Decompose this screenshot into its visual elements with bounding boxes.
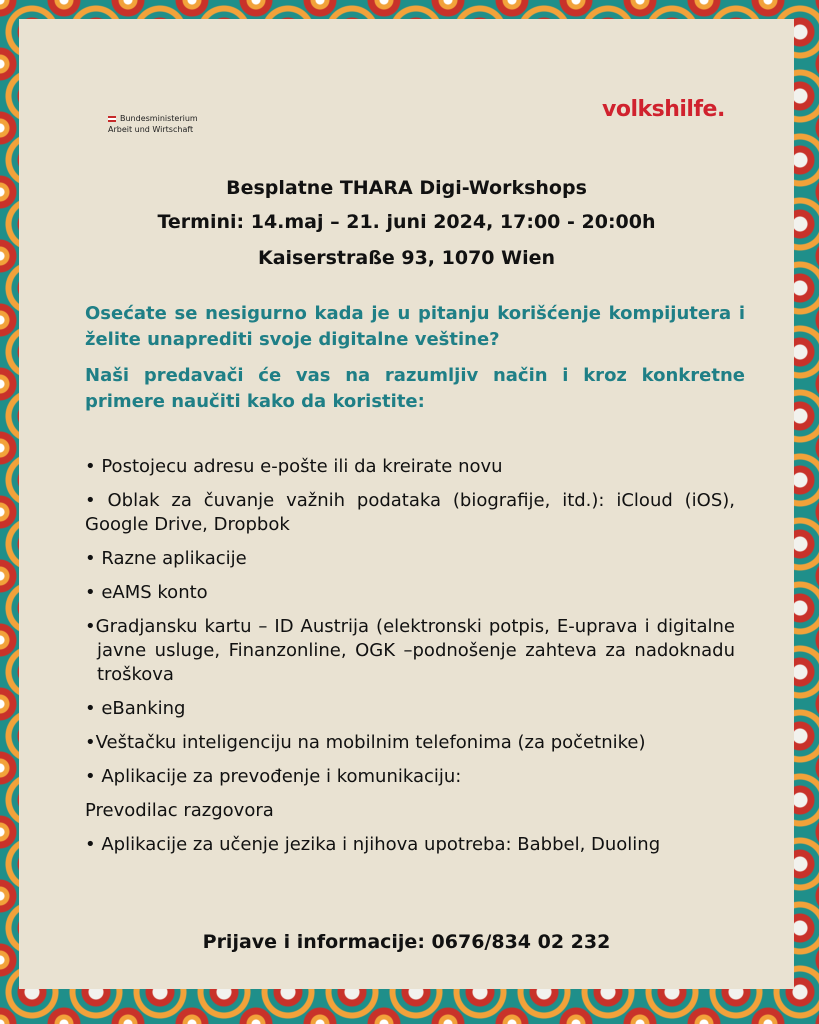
contact-info: Prijave i informacije: 0676/834 02 232 [202,931,611,953]
ministry-subtitle: Arbeit und Wirtschaft [108,125,194,134]
volkshilfe-logo: volkshilfe. [602,97,725,122]
list-item: • eAMS konto [85,582,208,603]
list-item: • Aplikacije za prevođenje i komunikaciju: [85,766,462,787]
topics-list [85,455,735,867]
list-item: • Oblak za čuvanje važnih podataka (biografije, itd.): iCloud (iOS), Google Drive, Dropbok [85,490,735,535]
intro-question: Osećate se nesigurno kada je u pitanju korišćenje kompijutera i želite unaprediti svoje digitalne veštine? [85,303,745,350]
ministry-logo [108,113,198,135]
workshop-title: Besplatne THARA Digi-Workshops [226,177,587,199]
austria-flag-icon [108,116,116,122]
list-item: • Aplikacije za učenje jezika i njihova upotreba: Babbel, Duoling [85,834,661,855]
list-item: •Veštačku inteligenciju na mobilnim telefonima (za početnike) [85,732,646,753]
list-item: • Postojecu adresu e-pošte ili da kreirate novu [85,456,503,477]
intro-teachers: Naši predavači će vas na razumljiv način i kroz konkretne primere naučiti kako da koristite: [85,365,745,412]
workshop-address: Kaiserstraße 93, 1070 Wien [257,247,556,269]
flyer-panel [19,19,794,989]
list-item: •Gradjansku kartu – ID Austrija (elektronski potpis, E-uprava i digitalne javne usluge, Finanzonline, OGK –podnošenje zahteva za nadoknadu troškova [85,616,735,685]
list-item: • Razne aplikacije [85,548,247,569]
ministry-name: Bundesministerium [120,114,198,123]
list-item: • eBanking [85,698,186,719]
workshop-dates: Termini: 14.maj – 21. juni 2024, 17:00 - 20:00h [157,211,656,233]
list-item: Prevodilac razgovora [85,800,274,821]
